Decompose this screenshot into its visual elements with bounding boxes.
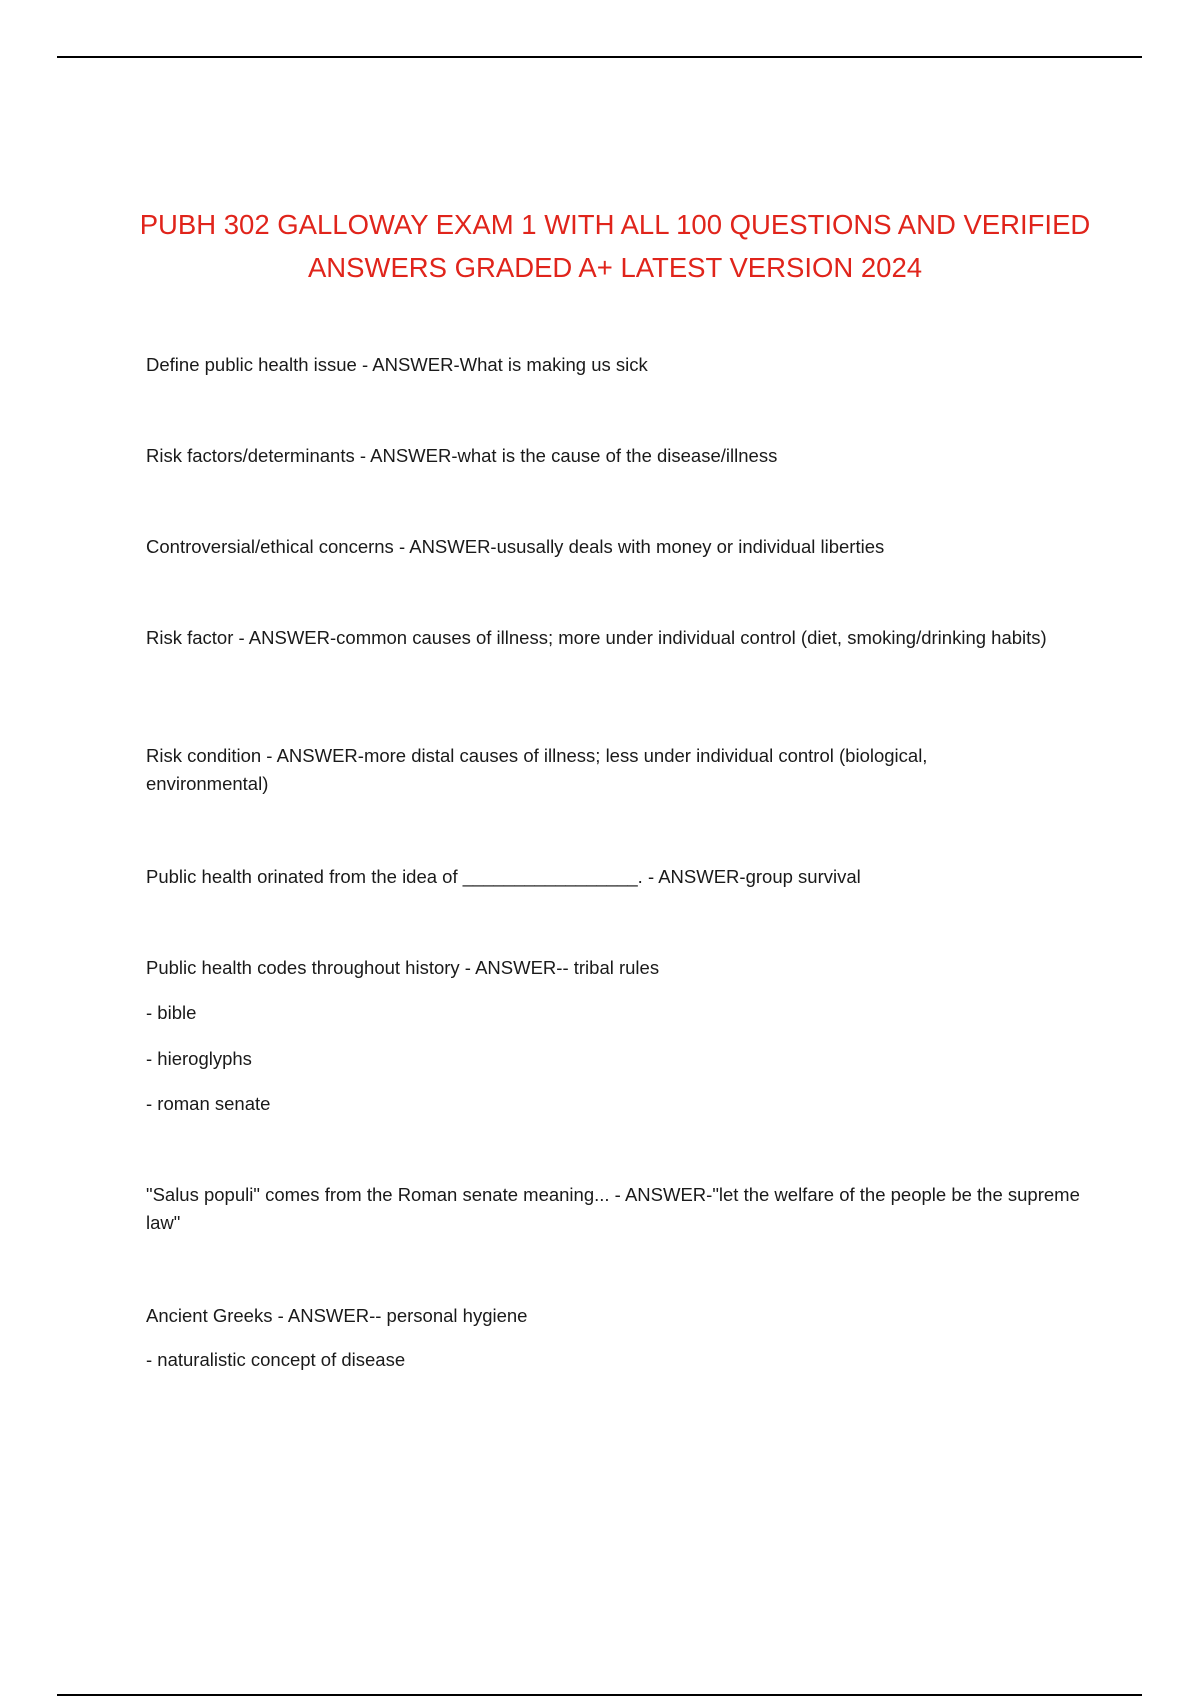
qa-item-risk-factor: Risk factor - ANSWER-common causes of illness; more under individual control (diet, smoking/drinking habits) (146, 627, 1047, 648)
list-item: - bible (146, 1002, 197, 1023)
bottom-rule (57, 1694, 1142, 1696)
qa-item-group-survival: Public health orinated from the idea of _________________. - ANSWER-group survival (146, 866, 861, 887)
top-rule (57, 56, 1142, 58)
title-line-1: PUBH 302 GALLOWAY EXAM 1 WITH ALL 100 QUESTIONS AND VERIFIED (139, 209, 1091, 240)
qa-item-risk-factors-determinants: Risk factors/determinants - ANSWER-what is the cause of the disease/illness (146, 445, 778, 466)
qa-item-controversial-concerns: Controversial/ethical concerns - ANSWER-ususally deals with money or individual liberties (146, 536, 885, 557)
title-line-2: ANSWERS GRADED A+ LATEST VERSION 2024 (307, 252, 923, 283)
qa-item-public-health-codes: Public health codes throughout history - ANSWER-- tribal rules (146, 957, 660, 978)
list-item: - naturalistic concept of disease (146, 1349, 406, 1370)
qa-item-ancient-greeks: Ancient Greeks - ANSWER-- personal hygiene (146, 1305, 528, 1326)
qa-item-public-health-issue: Define public health issue - ANSWER-What is making us sick (146, 354, 648, 375)
list-item: - hieroglyphs (146, 1048, 252, 1069)
qa-item-salus-populi: "Salus populi" comes from the Roman senate meaning... - ANSWER-"let the welfare of the people be the supreme law" (146, 1184, 1080, 1233)
document-title (100, 203, 1130, 289)
qa-item-risk-condition: Risk condition - ANSWER-more distal causes of illness; less under individual control (biological, environmental) (146, 745, 928, 794)
list-item: - roman senate (146, 1093, 271, 1114)
